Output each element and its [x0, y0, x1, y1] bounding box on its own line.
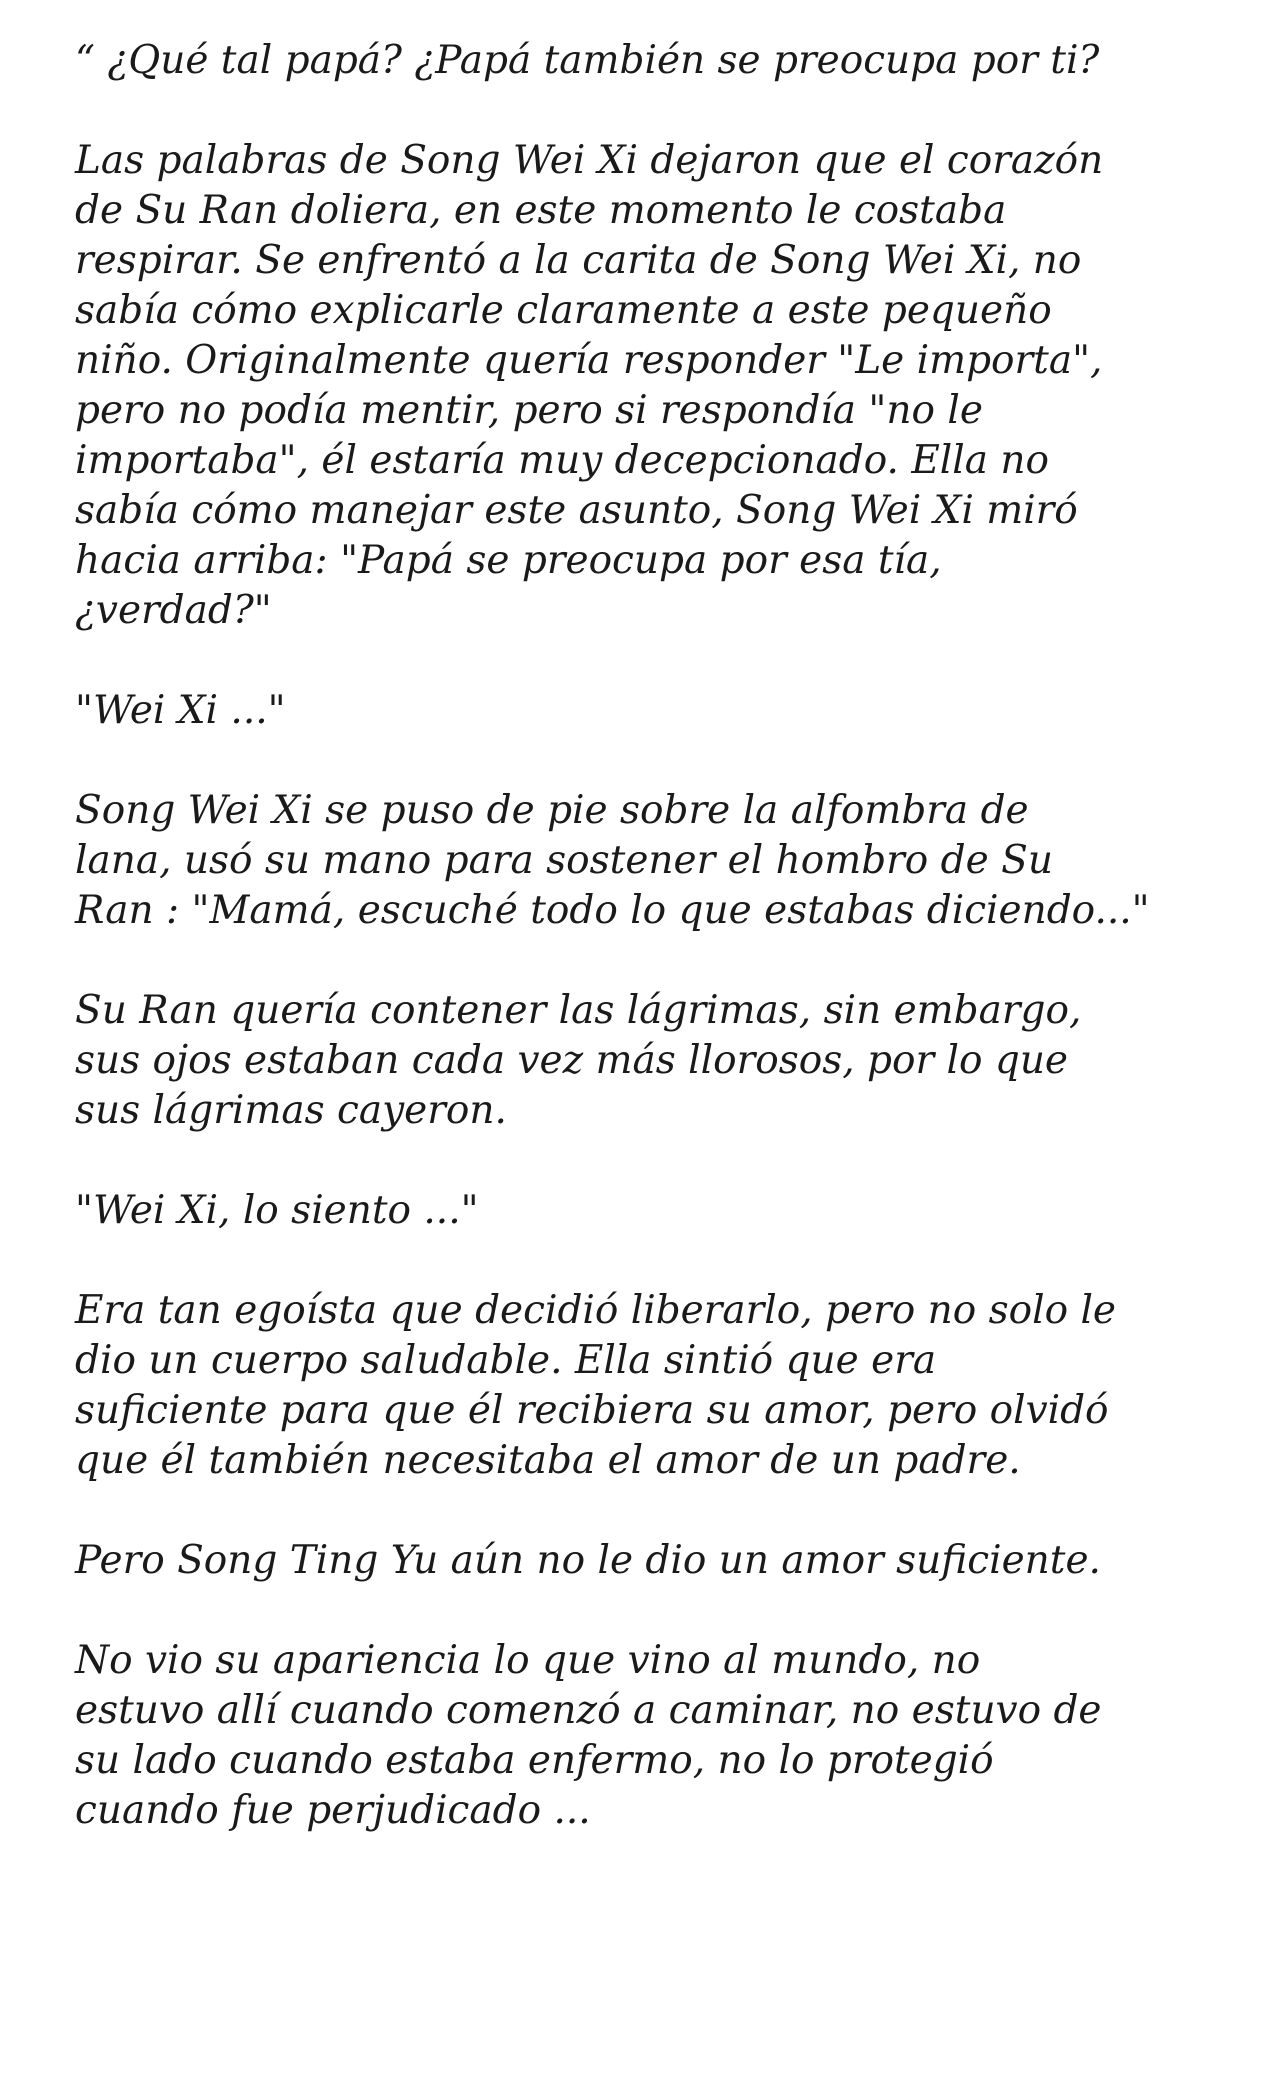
paragraph-4: Song Wei Xi se puso de pie sobre la alfombra de lana, usó su mano para sostener el hombro de Su Ran : "Mamá, escuché todo lo que estabas diciendo..."	[75, 788, 1150, 933]
paragraph-1: “ ¿Qué tal papá? ¿Papá también se preocupa por ti?	[75, 38, 1100, 83]
paragraph-3: "Wei Xi ..."	[75, 688, 286, 733]
paragraph-2: Las palabras de Song Wei Xi dejaron que el corazón de Su Ran doliera, en este momento le costaba respirar. Se enfrentó a la carita de Song Wei Xi, no sabía cómo explicarle claramente a este pequeño niño. Originalmente quería responder "Le importa", pero no podía mentir, pero si respondía "no le importaba", él estaría muy decepcionado. Ella no sabía cómo manejar este asunto, Song Wei Xi miró hacia arriba: "Papá se preocupa por esa tía, ¿verdad?"	[75, 138, 1104, 633]
paragraph-8: Pero Song Ting Yu aún no le dio un amor suficiente.	[75, 1538, 1101, 1583]
paragraph-9: No vio su apariencia lo que vino al mundo, no estuvo allí cuando comenzó a caminar, no estuvo de su lado cuando estaba enfermo, no lo protegió cuando fue perjudicado ...	[75, 1638, 1102, 1833]
paragraph-5: Su Ran quería contener las lágrimas, sin embargo, sus ojos estaban cada vez más llorosos, por lo que sus lágrimas cayeron.	[75, 988, 1082, 1133]
paragraph-7: Era tan egoísta que decidió liberarlo, pero no solo le dio un cuerpo saludable. Ella sintió que era suficiente para que él recibiera su amor, pero olvidó que él también necesitaba el amor de un padre.	[75, 1288, 1117, 1483]
paragraph-6: "Wei Xi, lo siento ..."	[75, 1188, 479, 1233]
